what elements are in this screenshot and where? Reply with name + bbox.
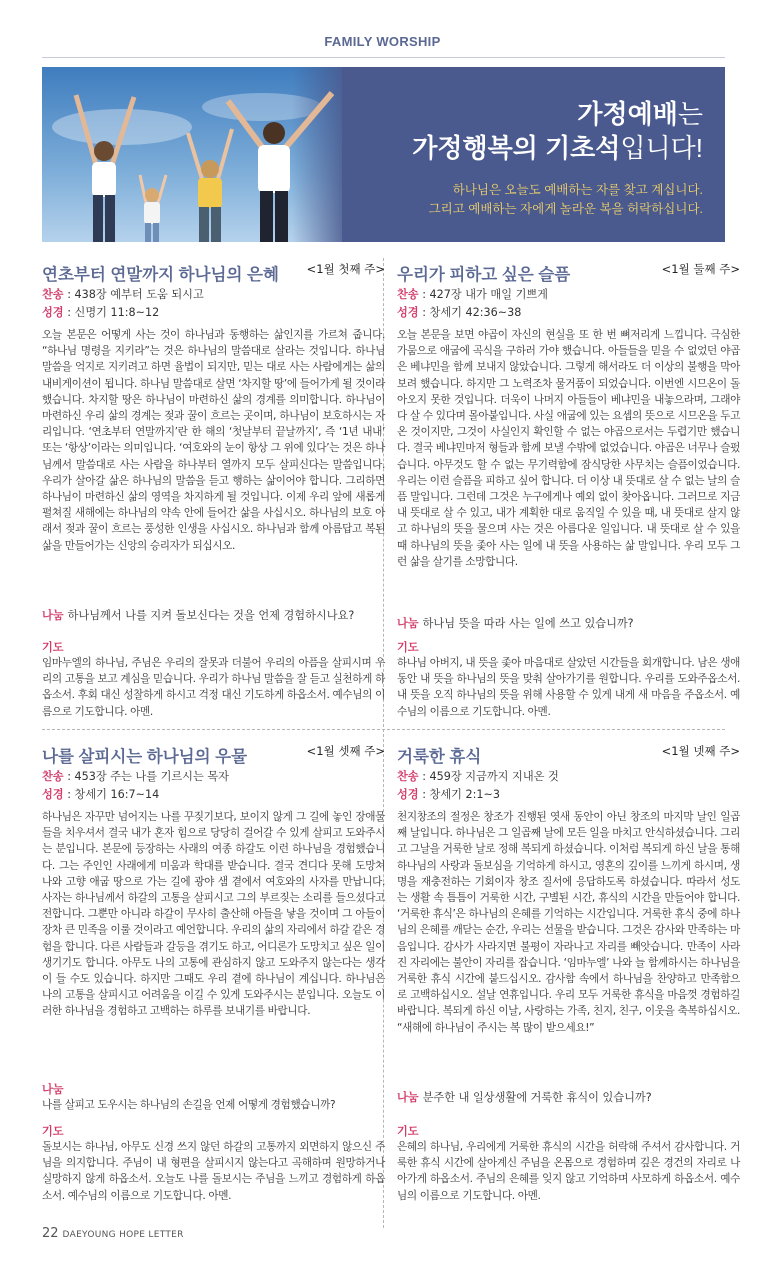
prayer-body	[397, 655, 740, 720]
prayer-body	[42, 655, 385, 720]
worship-section-week4	[397, 743, 740, 1213]
prayer-text: 하나님 아버지, 내 뜻을 좇아 마음대로 살았던 시간들을 회개합니다. 남은 생애 동안 내 뜻을 하나님의 뜻을 맞춰 살아가기를 원합니다. 우리를 도와주옵소서. 내 뜻을 오직 하나님의 뜻을 위해 사용할 수 있게 내게 새 마음을 주옵소서. 예수님의 이름으로 기도합니다. 아멘.	[397, 657, 740, 718]
prayer-label: 기도	[42, 1125, 64, 1138]
week-label: <1월 넷째 주>	[661, 744, 740, 758]
scripture-text: : 창세기 16:7~14	[67, 788, 160, 801]
worship-section-week1	[42, 261, 385, 721]
scripture-label: 성경	[42, 306, 64, 319]
share-label: 나눔	[42, 1083, 64, 1096]
banner-title-strong-1: 가정예배	[577, 99, 678, 129]
banner-title	[412, 97, 703, 165]
week-label: <1월 첫째 주>	[306, 262, 385, 276]
worship-section-week2	[397, 261, 740, 721]
row-divider	[42, 729, 725, 730]
scripture-text: : 신명기 11:8~12	[67, 306, 160, 319]
share-question: 하나님 뜻을 따라 사는 일에 쓰고 있습니까?	[422, 617, 634, 630]
scripture-label: 성경	[42, 788, 64, 801]
header-divider	[42, 57, 725, 58]
prayer-body	[42, 1139, 385, 1204]
banner-subtitle	[429, 181, 703, 219]
sermon-paragraph: 천지창조의 절정은 창조가 진행된 엿새 동안이 아닌 창조의 마지막 날인 일곱째 날입니다. 하나님은 그 일곱째 날에 모든 일을 마치고 안식하셨습니다. 그리고 그날을 거룩한 날로 정해 복되게 하셨습니다. 이처럼 복되게 하신 날을 통해 하나님의 사랑과 돌보심을 기억하게 하시고, 영혼의 깊이를 느끼게 하시며, 생명을 재충전하는 기회이자 창조 질서에 응답하도록 하셨습니다. 따라서 성도는 생활 속 틈틈이 거룩한 시간, 구별된 시간, 휴식의 시간을 만들어야 합니다. ‘거룩한 휴식’은 하나님의 은혜를 기억하는 시간입니다. 거룩한 휴식 중에 하나님의 은혜를 깨닫는 순간, 우리는 선물을 받습니다. 그것은 감사와 만족하는 마음입니다. 감사가 사라지면 불평이 자라나고 자리를 빼앗습니다. 만족이 사라진 자리에는 불안이 자리를 잡습니다. ‘임마누엘’ 나와 늘 함께하시는 하나님을 거룩한 휴식 시간에 붙드십시오. 감사함 속에서 하나님을 찬양하고 만족함으로 고백하십시오. 설날 연휴입니다. 우리 모두 거룩한 휴식을 마음껏 경험하길 바랍니다. 복되게 하신 이날, 사랑하는 가족, 친지, 친구, 이웃을 축복하십시오. “새해에 하나님이 주시는 복 많이 받으세요!”	[397, 811, 740, 1034]
scripture-label: 성경	[397, 306, 419, 319]
prayer-body	[397, 1139, 740, 1204]
sermon-body	[42, 809, 385, 1020]
hymn-line	[42, 768, 229, 784]
sermon-body	[397, 809, 740, 1036]
worship-section-week3	[42, 743, 385, 1213]
scripture-label: 성경	[397, 788, 419, 801]
sermon-paragraph: 오늘 본문은 어떻게 사는 것이 하나님과 동행하는 삶인지를 가르쳐 줍니다. “하나님 명령을 지키라”는 것은 하나님의 말씀대로 살라는 것입니다. 하나님 말씀을 억지로 지키려고 하면 율법이 되지만, 믿는 대로 사는 사람에게는 삶의 내비게이션이 됩니다. 하나님 말씀대로 살면 ‘차지할 땅’에 들어가게 될 것이라 했습니다. 차지할 땅은 하나님이 마련하신 삶의 경계를 의미합니다. 하나님이 마련하신 우리 삶의 경계는 젖과 꿀이 흐르는 곳이며, 하나님이 보호하시는 자리입니다. ‘연초부터 연말까지’란 한 해의 ‘첫날부터 끝날까지’, 즉 ‘1년 내내’ 또는 ‘항상’이라는 의미입니다. ‘여호와의 눈이 항상 그 위에 있다’는 것은 하나님께서 말씀대로 사는 사람을 하나부터 열까지 모두 살피신다는 말씀입니다. 우리가 살아갈 삶은 하나님의 말씀을 듣고 행하는 삶이어야 합니다. 그리하면 하나님이 마련하신 삶의 영역을 차지하게 될 것입니다. 이제 우리 앞에 새롭게 펼쳐질 새해에는 하나님의 약속 안에 들어간 삶을 사십시오. 하나님의 보호 아래서 젖과 꿀이 흐르는 풍성한 인생을 사십시오. 하나님과 함께 아름답고 복된 삶을 만들어가는 신앙의 승리자가 되십시오.	[42, 329, 385, 552]
scripture-line	[42, 304, 159, 320]
sermon-body	[397, 327, 740, 570]
magazine-name: DAEYOUNG HOPE LETTER	[62, 1230, 184, 1240]
share-question: 분주한 내 일상생활에 거룩한 휴식이 있습니까?	[422, 1091, 652, 1104]
section-title: 우리가 피하고 싶은 슬픔	[397, 266, 571, 284]
section-title: 연초부터 연말까지 하나님의 은혜	[42, 266, 279, 284]
share-question	[42, 1097, 385, 1113]
hymn-label: 찬송	[42, 288, 64, 301]
sermon-paragraph: 오늘 본문을 보면 야곱이 자신의 현실을 또 한 번 뼈저리게 느낍니다. 극심한 가뭄으로 애굽에 곡식을 구하러 가야 했습니다. 아들들을 믿을 수 없었던 야곱은 베냐민을 함께 보내지 않았습니다. 그렇게 해서라도 더 이상의 불행을 막아보려 했습니다. 하지만 그 노력조차 물거품이 되었습니다. 이번엔 시므온이 돌아오지 못한 것입니다. 더욱이 나머지 아들들이 베냐민을 내놓으라며, 그래야 다 살 수 있다며 몰아붙입니다. 사실 애굽에 있는 요셉의 뜻으로 시므온을 두고 온 것이지만, 그것이 사실인지 확인할 수 없는 야곱으로서는 두렵기만 했습니다. 결국 베냐민마저 형들과 함께 보낼 수밖에 없었습니다. 야곱은 너무나 슬펐습니다. 아무것도 할 수 없는 무기력함에 잠식당한 사무치는 슬픔이었습니다. 우리는 이런 슬픔을 피하고 싶어 합니다. 더 이상 내 뜻대로 살 수 없는 날의 슬픔 말입니다. 그런데 그것은 누구에게나 예외 없이 찾아옵니다. 그러므로 지금 내 뜻대로 살 수 있고, 내가 계획한 대로 움직일 수 있을 때, 내 뜻대로 살지 않고 하나님의 뜻을 물으며 사는 것은 아름다운 일입니다. 내 뜻대로 살 수 있을 때 하나님의 뜻을 좇아 사는 일에 내 뜻을 사용하는 삶 말입니다. 우리 모두 그런 삶을 살기를 소망합니다.	[397, 329, 740, 568]
hymn-label: 찬송	[397, 770, 419, 783]
banner-title-strong-2: 가정행복의 기초석	[412, 133, 621, 163]
sermon-body	[42, 327, 385, 554]
share-label: 나눔	[42, 609, 64, 622]
share-label: 나눔	[397, 617, 419, 630]
prayer-label: 기도	[397, 641, 419, 654]
scripture-line	[397, 304, 521, 320]
hero-banner	[42, 67, 725, 242]
hymn-label: 찬송	[42, 770, 64, 783]
prayer-text: 돌보시는 하나님, 아무도 신경 쓰지 않던 하갈의 고통까지 외면하지 않으신 주님을 의지합니다. 주님이 내 형편을 살피시지 않는다고 곡해하며 원망하거나 실망하지 않게 하옵소서. 오늘도 나를 돌보시는 주님을 느끼고 경험하게 하옵소서. 예수님의 이름으로 기도합니다. 아멘.	[42, 1141, 385, 1202]
hymn-text: : 459장 지금까지 지내온 것	[422, 770, 559, 783]
prayer-label: 기도	[397, 1125, 419, 1138]
banner-subtitle-line2: 그리고 예배하는 자에게 놀라운 복을 허락하십니다.	[428, 202, 703, 216]
scripture-text: : 창세기 2:1~3	[422, 788, 500, 801]
prayer-text: 은혜의 하나님, 우리에게 거룩한 휴식의 시간을 허락해 주셔서 감사합니다. 거룩한 휴식 시간에 살아계신 주님을 온몸으로 경험하며 깊은 경건의 자리로 나아가게 하옵소서. 주님의 은혜를 잊지 않고 기억하며 사모하게 하옵소서. 예수님의 이름으로 기도합니다. 아멘.	[397, 1141, 740, 1202]
section-header: FAMILY WORSHIP	[324, 34, 441, 49]
page-number: 22	[42, 1226, 59, 1241]
banner-title-rest-2: 입니다!	[620, 133, 703, 163]
share-line	[397, 1089, 652, 1105]
sermon-paragraph: 하나님은 자꾸만 넘어지는 나를 꾸짖기보다, 보이지 않게 그 길에 놓인 장애물들을 치우셔서 결국 내가 혼자 힘으로 당당히 걸어갈 수 있게 살피고 도와주시는 분입니다. 본문에 등장하는 사래의 여종 하갈도 이런 하나님을 경험했습니다. 그는 주인인 사래에게 미움과 학대를 받습니다. 결국 견디다 못해 도망쳐 나와 고향 애굽 땅으로 가는 길에 광야 샘 곁에서 여호와의 사자를 만납니다. 사자는 하나님께서 하갈의 고통을 살피시고 그의 부르짖는 소리를 들으셨다고 전합니다. 그뿐만 아니라 하갈이 무사히 출산해 아들을 낳을 것이며 그 아들이 장차 큰 민족을 이룰 것이라고 예언합니다. 우리의 삶의 자리에서 하갈 같은 경험을 합니다. 다른 사람들과 갈등을 겪기도 하고, 어디론가 도망치고 싶은 일이 생기기도 합니다. 아무도 나의 고통에 관심하지 않고 도와주지 않는다는 생각이 들 수도 있습니다. 하지만 그때도 우리 곁에 하나님이 계십니다. 하나님은 나의 고통을 살피시고 어려움을 이길 수 있게 도와주시는 분입니다. 오늘도 이러한 하나님을 경험하고 고백하는 하루를 보내기를 바랍니다.	[42, 811, 385, 1018]
share-line	[42, 607, 354, 623]
week-label: <1월 셋째 주>	[306, 744, 385, 758]
banner-subtitle-line1: 하나님은 오늘도 예배하는 자를 찾고 계십니다.	[452, 183, 703, 197]
page-footer	[42, 1226, 184, 1241]
hymn-text: : 438장 예부터 도움 되시고	[67, 288, 204, 301]
share-text: 나를 살피고 도우시는 하나님의 손길을 언제 어떻게 경험했습니까?	[42, 1099, 336, 1111]
hymn-text: : 453장 주는 나를 기르시는 목자	[67, 770, 229, 783]
share-question: 하나님께서 나를 지켜 돌보신다는 것을 언제 경험하시나요?	[67, 609, 355, 622]
scripture-line	[42, 786, 159, 802]
scripture-text: : 창세기 42:36~38	[422, 306, 522, 319]
share-label: 나눔	[397, 1091, 419, 1104]
prayer-text: 임마누엘의 하나님, 주님은 우리의 잘못과 더불어 우리의 아픔을 살피시며 우리의 고통을 보고 계심을 믿습니다. 우리가 하나님 말씀을 잘 듣고 실천하게 하옵소서. 후회 대신 성찰하게 하시고 걱정 대신 기도하게 하옵소서. 예수님의 이름으로 기도합니다. 아멘.	[42, 657, 385, 718]
hymn-label: 찬송	[397, 288, 419, 301]
section-title: 나를 살피시는 하나님의 우물	[42, 748, 248, 766]
share-line	[397, 615, 634, 631]
scripture-line	[397, 786, 500, 802]
section-title: 거룩한 휴식	[397, 748, 482, 766]
prayer-label: 기도	[42, 641, 64, 654]
hymn-line	[42, 286, 204, 302]
hymn-text: : 427장 내가 매일 기쁘게	[422, 288, 548, 301]
banner-title-rest-1: 는	[677, 99, 703, 129]
week-label: <1월 둘째 주>	[661, 262, 740, 276]
hymn-line	[397, 768, 559, 784]
hymn-line	[397, 286, 548, 302]
